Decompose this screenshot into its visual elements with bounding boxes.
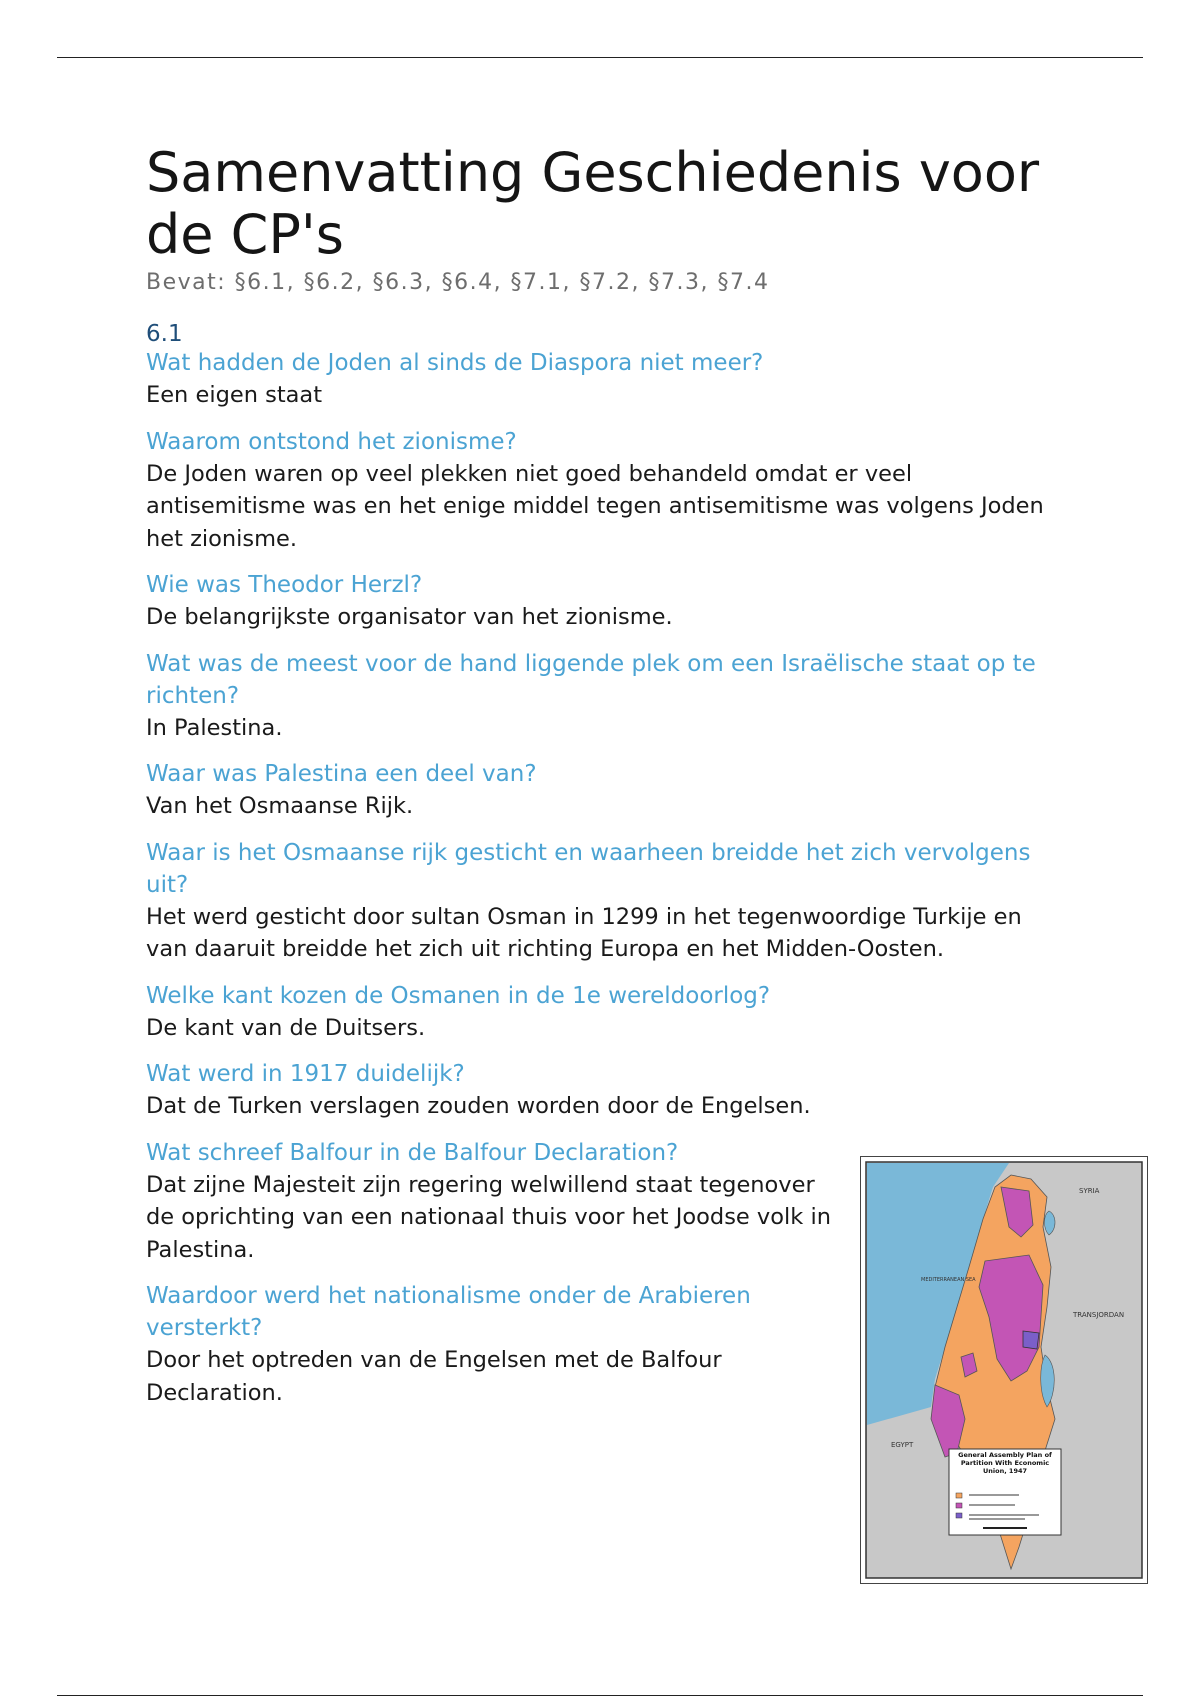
map-legend-title-box: [951, 1451, 1059, 1489]
qa-item: [146, 569, 1066, 634]
answer: Van het Osmaanse Rijk.: [146, 793, 414, 819]
answer: Het werd gesticht door sultan Osman in 1299 in het tegenwoordige Turkije en van daaruit breidde het zich uit richting Europa en het Midden-Oosten.: [146, 903, 1022, 962]
legend-swatch-arab: [956, 1503, 962, 1508]
section-heading: 6.1: [146, 321, 183, 347]
map-label-sea: MEDITERRANEAN SEA: [921, 1277, 976, 1283]
answer: In Palestina.: [146, 714, 283, 741]
answer: De Joden waren op veel plekken niet goed behandeld omdat er veel antisemitisme was en het enige middel tegen antisemitisme was volgens Joden het zionisme.: [146, 460, 1044, 552]
map-label-egypt: EGYPT: [891, 1441, 914, 1449]
answer: Een eigen staat: [146, 382, 323, 408]
question: Wat hadden de Joden al sinds de Diaspora niet meer?: [146, 350, 764, 376]
map-label-syria: SYRIA: [1079, 1187, 1100, 1195]
legend-text-line: [969, 1518, 1025, 1520]
legend-swatch-international: [956, 1513, 962, 1518]
answer: De belangrijkste organisator van het zionisme.: [146, 604, 673, 630]
answer: Door het optreden van de Engelsen met de Balfour Declaration.: [146, 1347, 722, 1406]
qa-item: [146, 426, 1066, 556]
bottom-rule: [57, 1695, 1143, 1696]
qa-item: [146, 347, 1066, 412]
question: Welke kant kozen de Osmanen in de 1e wereldoorlog?: [146, 982, 771, 1009]
question: Waar is het Osmaanse rijk gesticht en waarheen breidde het zich vervolgens uit?: [146, 839, 1031, 898]
question: Waardoor werd het nationalisme onder de Arabieren versterkt?: [146, 1283, 751, 1341]
partition-map: [861, 1157, 1147, 1583]
qa-item: [146, 1137, 846, 1267]
question: Wat schreef Balfour in de Balfour Declaration?: [146, 1139, 679, 1166]
qa-item: [146, 758, 1066, 823]
map-label-transjordan: TRANSJORDAN: [1073, 1311, 1125, 1319]
answer: Dat zijne Majesteit zijn regering welwillend staat tegenover de oprichting van een nationaal thuis voor het Joodse volk in Palestina.: [146, 1171, 831, 1263]
page-subtitle: Bevat: §6.1, §6.2, §6.3, §6.4, §7.1, §7.2, §7.3, §7.4: [146, 270, 770, 295]
map-legend-title: General Assembly Plan of Partition With Economic Union, 1947: [958, 1451, 1052, 1475]
question: Waarom ontstond het zionisme?: [146, 428, 517, 455]
answer: Dat de Turken verslagen zouden worden door de Engelsen.: [146, 1093, 811, 1119]
answer: De kant van de Duitsers.: [146, 1014, 426, 1041]
international-zone-area: [1023, 1331, 1039, 1349]
qa-item: [146, 837, 1066, 966]
qa-item: [146, 1280, 846, 1409]
legend-text-line: [969, 1504, 1015, 1506]
top-rule: [57, 57, 1143, 58]
question: Wat was de meest voor de hand liggende plek om een Israëlische staat op te richten?: [146, 650, 1036, 709]
question: Wie was Theodor Herzl?: [146, 572, 423, 598]
legend-text-line: [969, 1494, 1019, 1496]
qa-item: [146, 648, 1066, 745]
page-title: Samenvatting Geschiedenis voor de CP's: [146, 141, 1040, 266]
qa-item: [146, 1058, 846, 1123]
legend-text-line: [969, 1514, 1039, 1516]
question: Waar was Palestina een deel van?: [146, 761, 537, 787]
partition-map-figure: [860, 1156, 1148, 1584]
qa-item: [146, 980, 1066, 1045]
legend-swatch-jewish: [956, 1493, 962, 1498]
legend-scale-bar: [983, 1527, 1027, 1529]
question: Wat werd in 1917 duidelijk?: [146, 1061, 465, 1087]
